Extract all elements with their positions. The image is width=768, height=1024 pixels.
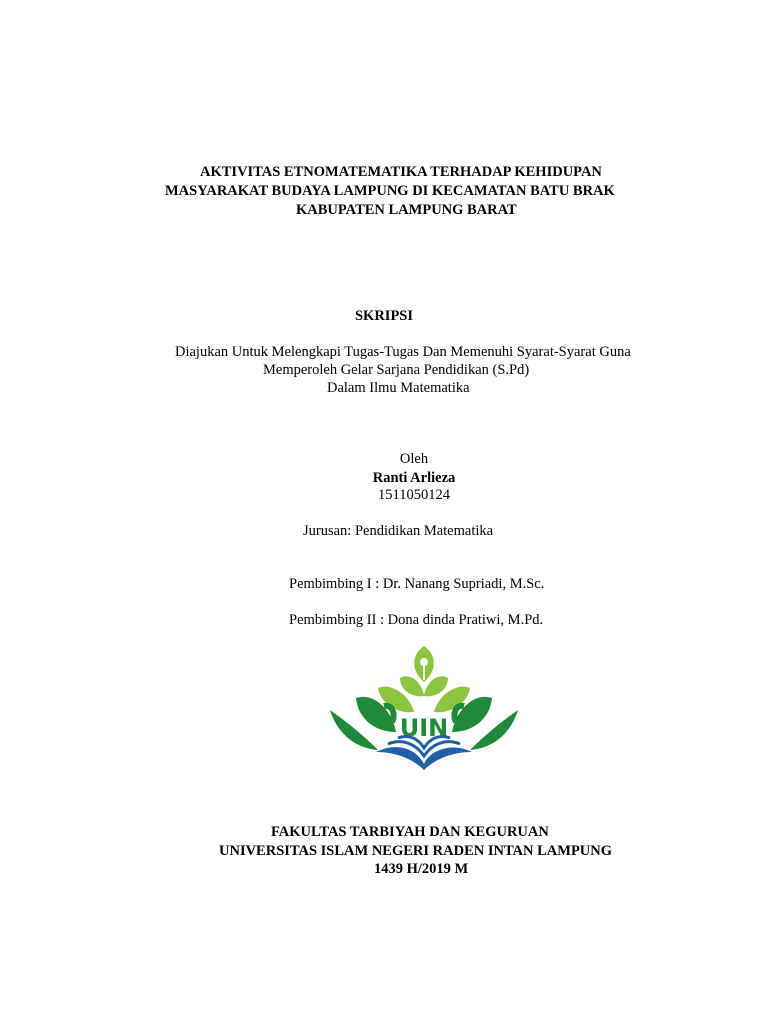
title-line-3: KABUPATEN LAMPUNG BARAT [296,202,517,218]
purpose-line-3: Dalam Ilmu Matematika [327,380,470,396]
title-line-2: MASYARAKAT BUDAYA LAMPUNG DI KECAMATAN BATU BRAK [165,183,615,199]
student-id: 1511050124 [378,487,450,503]
department: Jurusan: Pendidikan Matematika [303,523,494,539]
supervisor-2: Pembimbing II : Dona dinda Pratiwi, M.Pd. [289,612,544,628]
faculty-name: FAKULTAS TARBIYAH DAN KEGURUAN [271,824,549,840]
logo-text: UIN [399,714,449,742]
purpose-line-2: Memperoleh Gelar Sarjana Pendidikan (S.Pd) [263,362,530,378]
uin-logo [326,640,522,772]
academic-year: 1439 H/2019 M [374,861,469,877]
university-name: UNIVERSITAS ISLAM NEGERI RADEN INTAN LAMPUNG [219,843,613,859]
supervisor-1: Pembimbing I : Dr. Nanang Supriadi, M.Sc. [289,576,545,592]
logo-leaf-top-icon [414,646,434,682]
purpose-line-1: Diajukan Untuk Melengkapi Tugas-Tugas Dan Memenuhi Syarat-Syarat Guna [175,344,631,360]
title-line-1: AKTIVITAS ETNOMATEMATIKA TERHADAP KEHIDUPAN [200,164,602,180]
document-type: SKRIPSI [354,308,414,324]
by-label: Oleh [399,451,429,467]
author-name: Ranti Arlieza [372,470,456,486]
